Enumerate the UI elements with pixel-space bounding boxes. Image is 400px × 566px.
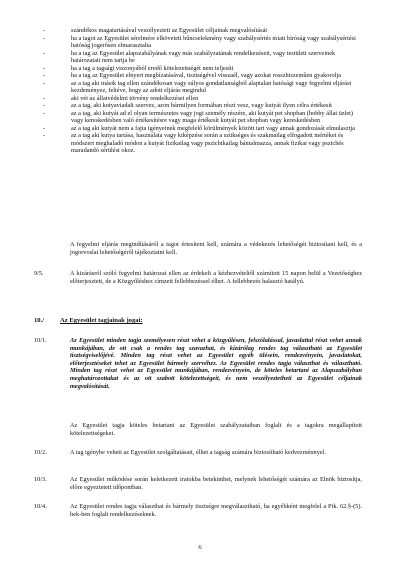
list-item: - az a tag aki másik tag ellen szándékosan vagy súlyos gondatlanságból alaptalan hatósági vagy fegyelmi eljárást kezdeményez, feltéve, hogy az adott eljárás megindul [43,79,352,94]
list-item: - ha a tag a tagsági viszonyából eredő kötelezettségét nem teljesíti [43,64,234,72]
section-number-9-5: 9/5. [34,270,44,277]
section-heading-10 [34,317,143,324]
paragraph-fegyelmi: A fegyelmi eljárás megindításáról a tagot értesíteni kell, számára a védekezés lehetőségét biztosítani kell, és a jogorvoslat lehetőségéről tájékoztatni kell. [70,241,362,256]
list-item: - az a tag aki kutya tartása, használata vagy kiképzése során a szükséges és szakmailag elfogadott mértéket és módszert meghaladó módon a kutyát fizikailag vagy pszichikailag bántalmazza, annak fizikai vagy pszichés maradandó sérülést okoz. [43,132,344,154]
list-item: - szándékos magatartásával veszélyezteti az Egyesület céljainak megvalósítását [43,27,268,34]
list-item: - ha a tag az Egyesület alapszabályának vagy más szabályzatának rendelkezéseit, vagy testületi szerveinek határozatait nem tartja be [43,49,336,64]
list-item: - aki vét az állatvédelmi törvény rendelkezései ellen [43,94,199,102]
section-9-5-text: A kizárásról szóló fegyelmi határozat ellen az érdekelt a kézhezvételtől számított 15 napon belül a Vezetőséghez előterjesztett, de a Közgyűléshez címzett fellebbezéssel élhet. A fellebbezés halasztó hatályú. [70,270,362,285]
list-item: - az a tag, aki kutyaviadalt szervez, azon bármilyen formában részt vesz, vagy kutyát ilyen célra értékesít [43,102,332,109]
heading-title: Az Egyesület tagjainak jogai: [60,317,143,324]
section-10-3-text: Az Egyesület működése során keletkezett iratokba betekinthet, melynek lehetőségét számára az Elnök biztosítja, előre egyeztetett időpontban. [70,476,362,491]
section-number-10-4: 10/4. [34,503,47,510]
section-number-10-2: 10/2. [34,449,47,456]
section-10-1-text-2: Az Egyesület tagja köteles betartani az Egyesület szabályzataiban foglalt és a tagokra megállapított kötelezettségeket. [70,422,362,437]
heading-number: 10./ [34,317,45,324]
bullet-list [40,27,360,155]
list-item: - az a tag, aki kutyát ad el olyan természetes vagy jogi személy részére, aki kutyát pet shopban (hobby állat üzlet) vagy kereskedésben való értékesítésre vagy maga értékesít kutyát pet shopban vagy kereskedésben [43,109,354,124]
section-10-4-text: Az Egyesület rendes tagja választhat és bármely tisztségre megválasztható, ha egyébként megfelel a Ptk. 62.§-(5). bek-ben foglalt rendelkezéseknek. [70,503,362,518]
section-10-2-text: A tag igénybe veheti az Egyesület szolgáltatásait, élhet a tagság számára biztosítható kedvezménnyel. [70,449,326,456]
section-number-10-3: 10/3. [34,476,47,483]
page-number: 6 [198,544,202,551]
list-item: - az a tag aki kutyát nem a fajta igényeinek megfelelő körülmények között tart vagy annak gondozását elmulasztja [43,124,355,132]
list-item: - ha a tagot az Egyesület sérelmére elkövetett bűncselekmény vagy szabálysértés miatt bíróság vagy szabálysértési hatóság jogerősen elmarasztalta [43,34,356,49]
list-item: - ha a tag az Egyesület elnyert megbízatásával, tisztségével visszaél, vagy azokat rosszhiszeműen gyakorolja [43,72,341,79]
section-10-1-text: Az Egyesület minden tagja személyesen részt vehet a közgyűlésen, felszólalással, javaslattal részt vehet annak munkájában, de ott csak a rendes tag szavazhat, és kizárólag rendes tag választható az Egyesület tisztségviselőjévé. Minden tag részt vehet az Egyesület egyéb ülésein, rendezvényein, javaslatokat, előterjesztéseket tehet az Egyesület bármely szervéhez. Az Egyesület rendes tagja választhat és választható. Minden tag részt vehet az Egyesület munkájában, rendezvényein, de köteles betartani az Alapszabályban meghatározottakat és az ott szabott kötelezettségeit, és nem veszélyeztetheti az Egyesület céljainak megvalósítását. [70,337,362,390]
section-number-10-1: 10/1. [34,337,47,344]
